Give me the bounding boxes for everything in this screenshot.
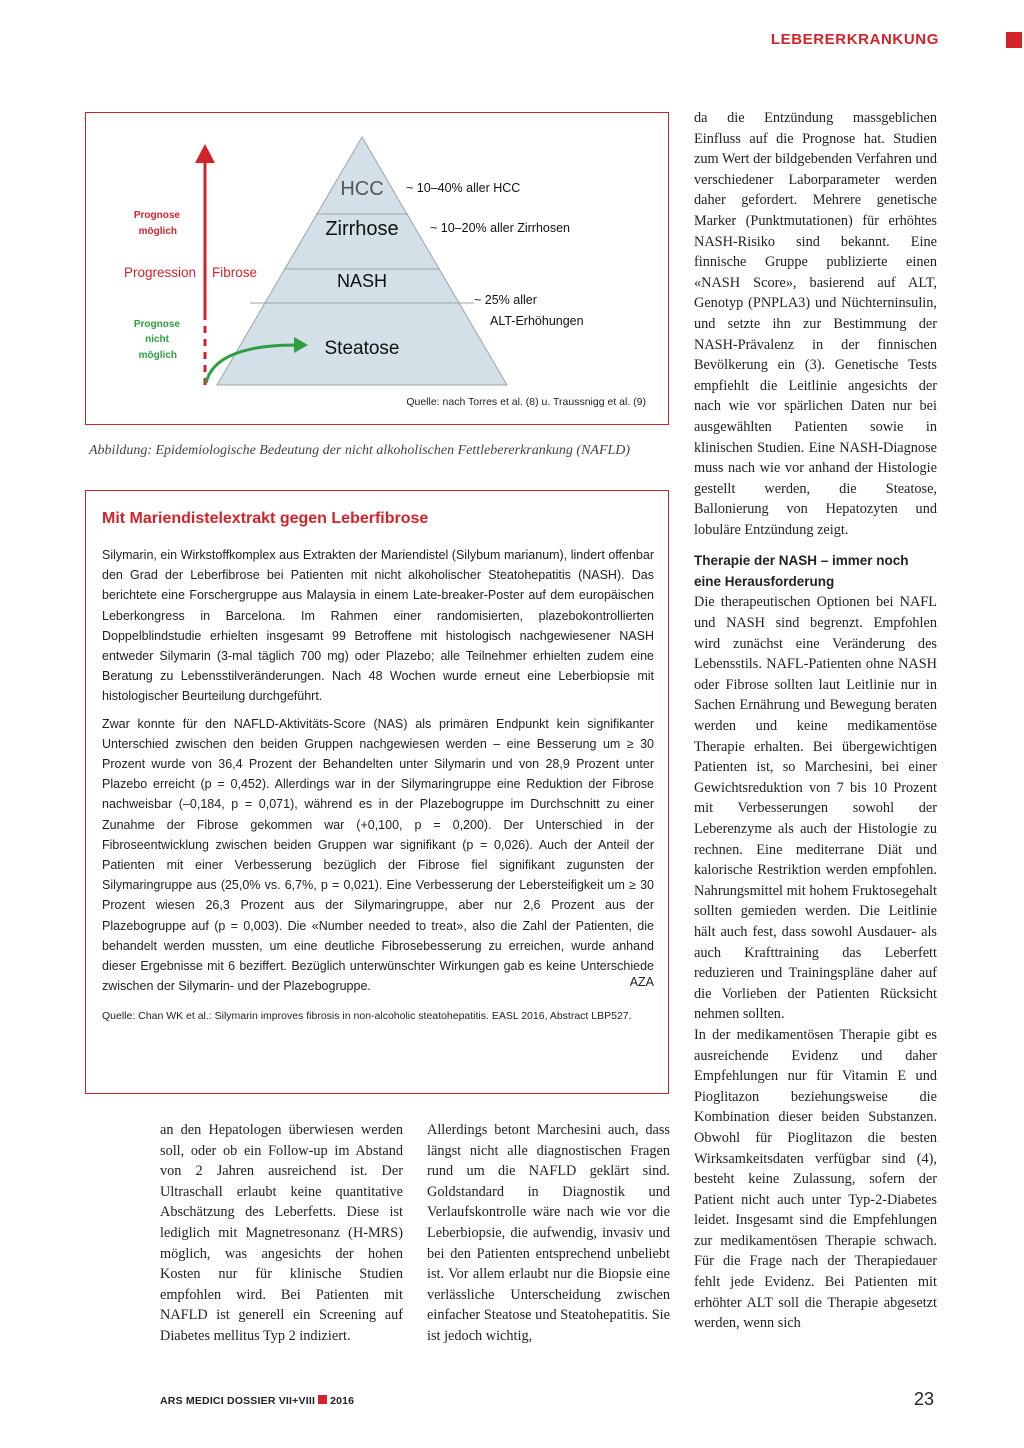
info-box <box>85 490 669 1094</box>
pyramid-diagram <box>86 113 670 426</box>
journal-year: 2016 <box>330 1395 355 1407</box>
footer-journal <box>160 1395 354 1407</box>
body-column-2 <box>427 1120 670 1347</box>
level-hcc: HCC <box>340 178 384 200</box>
body-column-3 <box>694 108 937 1334</box>
body-paragraph: an den Hepatologen überwiesen werden soll, oder ob ein Follow-up im Abstand von 2 Jahren ausreichend ist. Der Ultraschall erlaubt keine quantitative Abschätzung des Leberfetts. Diese ist lediglich mit Magnetresonanz (H-MRS) möglich, was angesichts der hohen Kosten nur für klinische Studien empfohlen wird. Bei Patienten mit NAFLD ist generell ein Screening auf Diabetes mellitus Typ 2 indiziert. <box>160 1122 403 1344</box>
label-prognose-nicht-2: nicht <box>145 334 169 345</box>
journal-name: ARS MEDICI DOSSIER VII+VIII <box>160 1395 316 1407</box>
annotation-nash-line2: ALT-Erhöhungen <box>490 314 584 328</box>
info-box-source: Quelle: Chan WK et al.: Silymarin improves fibrosis in non-alcoholic steatohepatitis. EASL 2016, Abstract LBP527. <box>102 1010 632 1023</box>
label-progression: Progression <box>123 265 196 280</box>
body-paragraph: Allerdings betont Marchesini auch, dass längst nicht alle diagnostischen Fragen rund um die NAFLD geklärt sind. Goldstandard in Diagnostik und Verlaufskontrolle wäre nach wie vor die Leberbiopsie, die aufwendig, invasiv und bei den Patienten entsprechend unbeliebt ist. Vor allem erlaubt nur die Biopsie eine verlässliche Unterscheidung zwischen einfacher Steatose und Steatohepatitis. Sie ist jedoch wichtig, <box>427 1122 670 1344</box>
info-box-title: Mit Mariendistelextrakt gegen Leberfibrose <box>102 510 429 527</box>
label-fibrose: Fibrose <box>212 265 258 280</box>
label-prognose-nicht-3: möglich <box>138 350 177 361</box>
level-nash: NASH <box>336 271 388 291</box>
body-column-1 <box>160 1120 403 1347</box>
body-paragraph: In der medikamentösen Therapie gibt es ausreichende Evidenz und daher Empfehlungen nur für Vitamin E und Pioglitazon beziehungsweise die Kombination dieser beiden Substanzen. Obwohl für Pioglitazon die besten Wirksamkeitsdaten verfügbar sind (4), besteht keine Zulassung, sofern der Patient nicht auch unter Typ-2-Diabetes leidet. Insgesamt sind die Empfehlungen zur medikamentösen Therapie schwach. Für die Frage nach der Therapiedauer fehlt jede Evidenz. Bei Patienten mit erhöhter ALT soll die Therapie abgesetzt werden, wenn sich <box>694 1026 937 1332</box>
label-prognose-moeglich-1: Prognose <box>133 210 180 221</box>
body-paragraph: da die Entzündung massgeblichen Einfluss auf die Prognose hat. Studien zum Wert der bildgebenden Verfahren und verschiedener Laborparameter werden daher gefordert. Mehrere genetische Marker (Punktmutationen) für erhöhtes NASH-Risiko sind bekannt. Eine finnische Gruppe publizierte einen «NASH Score», basierend auf ALT, Genotyp (PNPLA3) und Nüchterninsulin, und setzte ihn zur Bestimmung der NASH-Prävalenz in der finnischen Bevölkerung ein (3). Genetische Tests empfiehlt die Leitlinie angesichts der nach wie vor spärlichen Daten nur bei ausgewählten Patienten sowie in klinischen Studien. Eine NASH-Diagnose muss nach wie vor anhand der Histologie gestellt werden, die Steatose, Ballonierung von Hepatozyten und lobuläre Entzündung zeigt. <box>694 110 937 538</box>
level-steatose: Steatose <box>324 338 400 359</box>
info-box-paragraph: Zwar konnte für den NAFLD-Aktivitäts-Score (NAS) als primären Endpunkt kein signifikanter Unterschied zwischen den beiden Gruppen nachgewiesen werden – eine Besserung um ≥ 30 Prozent wurde von 36,4 Prozent der Behandelten unter Silymarin und von 28,9 Prozent unter Plazebo erreicht (p = 0,452). Allerdings war in der Silymaringruppe eine Reduktion der Fibrose nachweisbar (–0,184, p = 0,071), während es in der Plazebogruppe im Durchschnitt zu einer Zunahme der Fibrose gekommen war (+0,100, p = 0,200). Der Unterschied in der Fibroseentwicklung zwischen beiden Gruppen war signifikant (p = 0,026). Auch der Anteil der Patienten mit einer Verbesserung bezüglich der Fibrose fiel signifikant zugunsten der Silymaringruppe aus (25,0% vs. 6,7%, p = 0,021). Eine Verbesserung der Lebersteifigkeit um ≥ 30 Prozent wiesen 26,3 Prozent aus der Silymaringruppe, aber nur 2,6 Prozent aus der Plazebogruppe auf (p = 0,003). Die «Number needed to treat», also die Zahl der Patienten, die behandelt werden mussten, um eine deutliche Fibrosebesserung zu erreichen, wurde anhand dieser Ergebnisse mit 6 beziffert. Bezüglich unterwünschter Wirkungen gab es keine Unterschiede zwischen der Silymarin- und der Plazebogruppe. <box>102 716 654 994</box>
label-prognose-nicht-1: Prognose <box>133 319 180 330</box>
info-box-paragraph-wrap <box>102 714 654 997</box>
label-prognose-moeglich-2: möglich <box>138 226 177 237</box>
progression-arrow-head <box>195 144 215 163</box>
author-signature: AZA <box>629 975 654 990</box>
figure-source: Quelle: nach Torres et al. (8) u. Traussnigg et al. (9) <box>406 396 646 408</box>
level-zirrhose: Zirrhose <box>325 218 399 240</box>
figure-pyramid <box>85 112 669 425</box>
annotation-nash-line1: ~ 25% aller <box>474 293 537 307</box>
annotation-hcc: ~ 10–40% aller HCC <box>406 181 521 195</box>
annotation-zirrhose: ~ 10–20% aller Zirrhosen <box>430 221 571 235</box>
section-marker <box>1006 32 1022 48</box>
body-paragraph: Die therapeutischen Optionen bei NAFL und NASH sind begrenzt. Empfohlen wird zunächst eine Veränderung des Lebensstils. NAFL-Patienten ohne NASH oder Fibrose sollten laut Leitlinie nur in Sachen Ernährung und Bewegung beraten werden und keine medikamentöse Therapie erhalten. Bei übergewichtigen Patienten ist, so Marchesini, bei einer Gewichtsreduktion von 7 bis 10 Prozent mit Verbesserungen sowohl der Leberenzyme als auch der Histologie zu rechnen. Eine mediterrane Diät und kalorische Restriktion werden empfohlen. Nahrungsmittel mit hohem Fruktosegehalt sollten gemieden werden. Die Leitlinie hält auch fest, dass sowohl Ausdauer- als auch Krafttraining das Leberfett reduzieren und Trainingspläne daher auf die Vorlieben der Patienten Rücksicht nehmen sollten. <box>694 594 937 1023</box>
info-box-paragraph: Silymarin, ein Wirkstoffkomplex aus Extrakten der Mariendistel (Silybum marianum), lindert offenbar den Grad der Leberfibrose bei Patienten mit nicht alkoholischer Steatohepatitis (NASH). Das berichtete eine Forschergruppe aus Malaysia in einem Late-breaker-Poster auf dem europäischen Leberkongress in Barcelona. Im Rahmen einer randomisierten, plazebokontrollierten Doppelblindstudie erhielten insgesamt 99 Betroffene mit histologisch nachgewiesener NASH entweder Silymarin (3-mal täglich 700 mg) oder Plazebo; alle Teilnehmer erhielten zudem eine Beratung zu Lebensstilveränderungen. Nach 48 Wochen wurde erneut eine Leberbiopsie mit histologischer Beurteilung durchgeführt. <box>102 548 654 704</box>
section-label: LEBERERKRANKUNG <box>770 31 939 48</box>
footer-marker <box>318 1395 327 1404</box>
subheading: Therapie der NASH – immer noch eine Herausforderung <box>694 553 909 589</box>
figure-caption: Abbildung: Epidemiologische Bedeutung der nicht alkoholischen Fettlebererkrankung (NAFLD) <box>89 443 631 458</box>
page-number: 23 <box>914 1389 935 1409</box>
